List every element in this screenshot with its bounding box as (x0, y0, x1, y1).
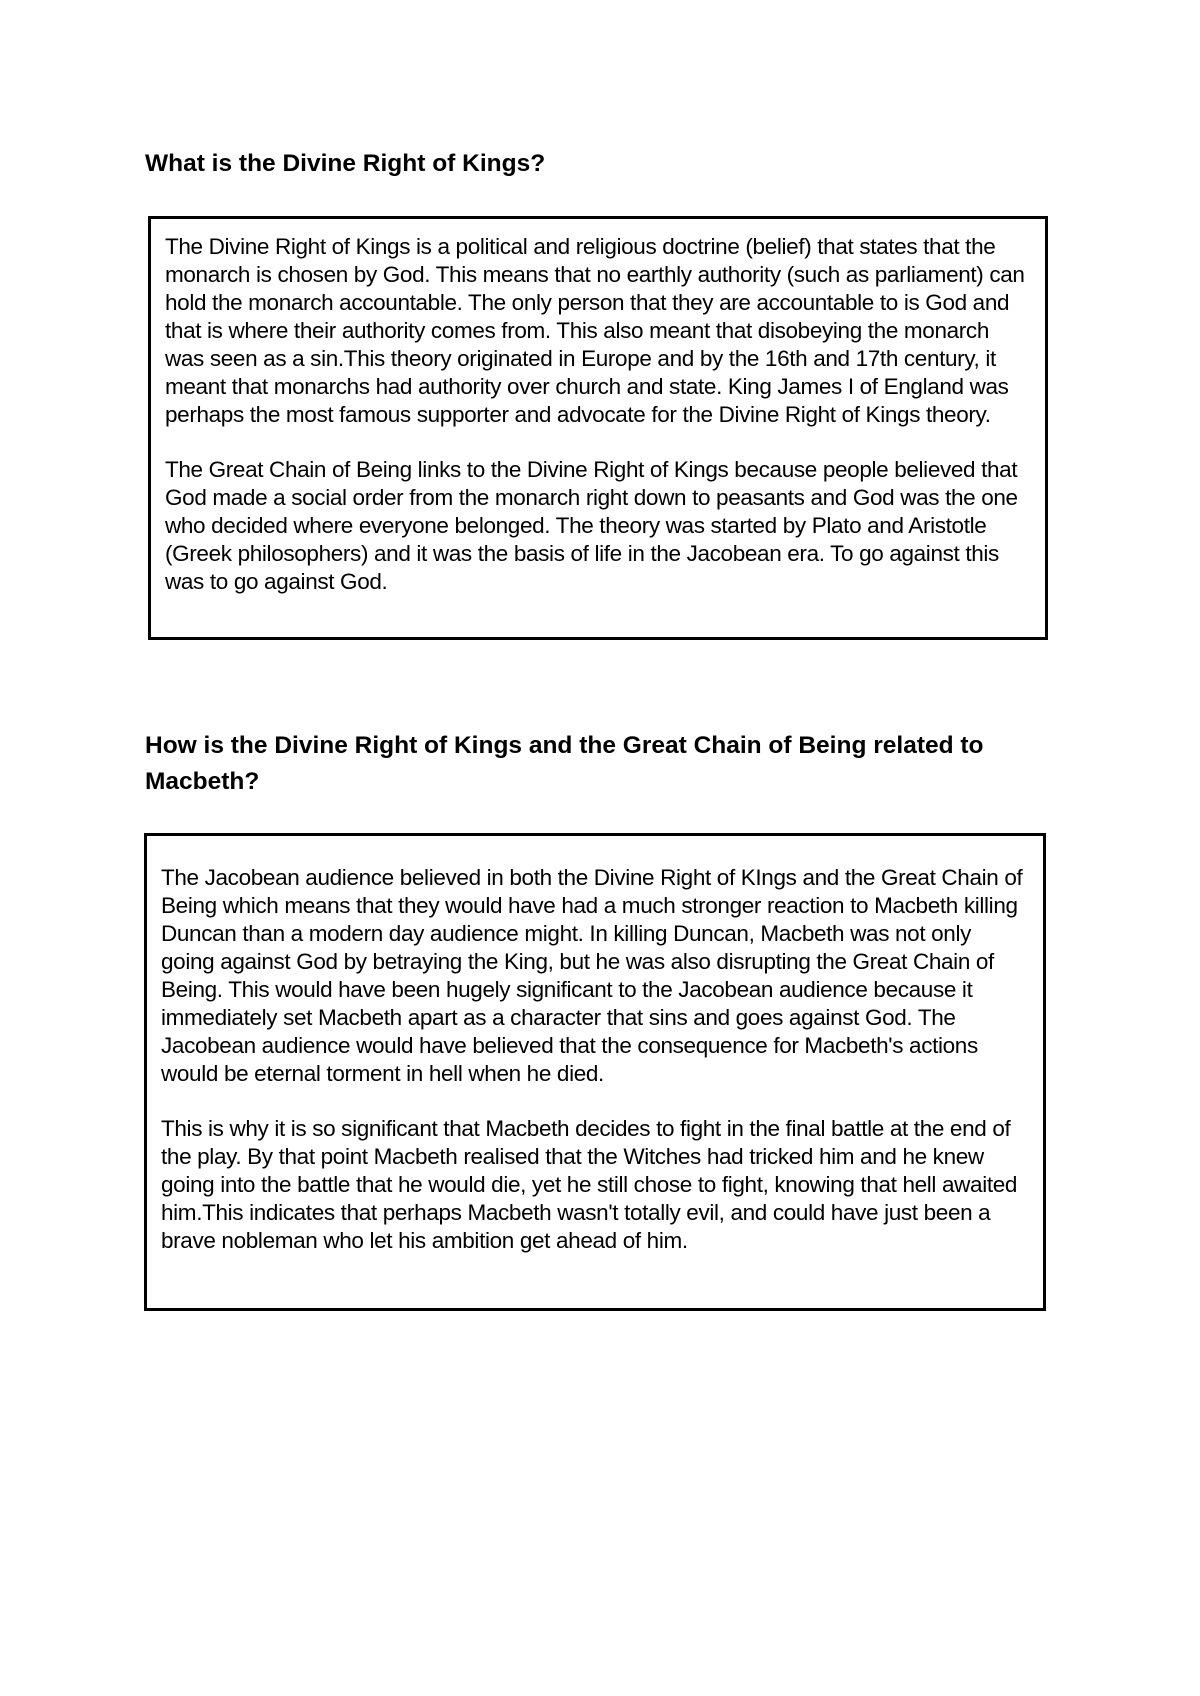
answer-paragraph: This is why it is so significant that Macbeth decides to fight in the final battle at the end of the play. By that point Macbeth realised that the Witches had tricked him and he knew going into the battle that he would die, yet he still chose to fight, knowing that hell awaited him.This indicates that perhaps Macbeth wasn't totally evil, and could have just been a brave nobleman who let his ambition get ahead of him. (161, 1116, 1018, 1253)
answer-paragraph: The Great Chain of Being links to the Divine Right of Kings because people believed that God made a social order from the monarch right down to peasants and God was the one who decided where everyone belonged. The theory was started by Plato and Aristotle (Greek philosophers) and it was the basis of life in the Jacobean era. To go against this was to go against God. (165, 457, 1018, 594)
answer-paragraph: The Divine Right of Kings is a political and religious doctrine (belief) that states that the monarch is chosen by God. This means that no earthly authority (such as parliament) can hold the monarch accountable. The only person that they are accountable to is God and that is where their authority comes from. This also meant that disobeying the monarch was seen as a sin.This theory originated in Europe and by the 16th and 17th century, it meant that monarchs had authority over church and state. King James I of England was perhaps the most famous supporter and advocate for the Divine Right of Kings theory. (165, 234, 1025, 427)
answer-box-macbeth-relation (144, 833, 1046, 1311)
answer-box-divine-right (148, 216, 1048, 640)
section-heading-macbeth-relation: How is the Divine Right of Kings and the Great Chain of Being related to Macbeth? (145, 732, 984, 795)
answer-paragraph: The Jacobean audience believed in both the Divine Right of KIngs and the Great Chain of Being which means that they would have had a much stronger reaction to Macbeth killing Duncan than a modern day audience might. In killing Duncan, Macbeth was not only going against God by betraying the King, but he was also disrupting the Great Chain of Being. This would have been hugely significant to the Jacobean audience because it immediately set Macbeth apart as a character that sins and goes against God. The Jacobean audience would have believed that the consequence for Macbeth's actions would be eternal torment in hell when he died. (161, 865, 1023, 1086)
section-heading-divine-right: What is the Divine Right of Kings? (145, 150, 546, 177)
